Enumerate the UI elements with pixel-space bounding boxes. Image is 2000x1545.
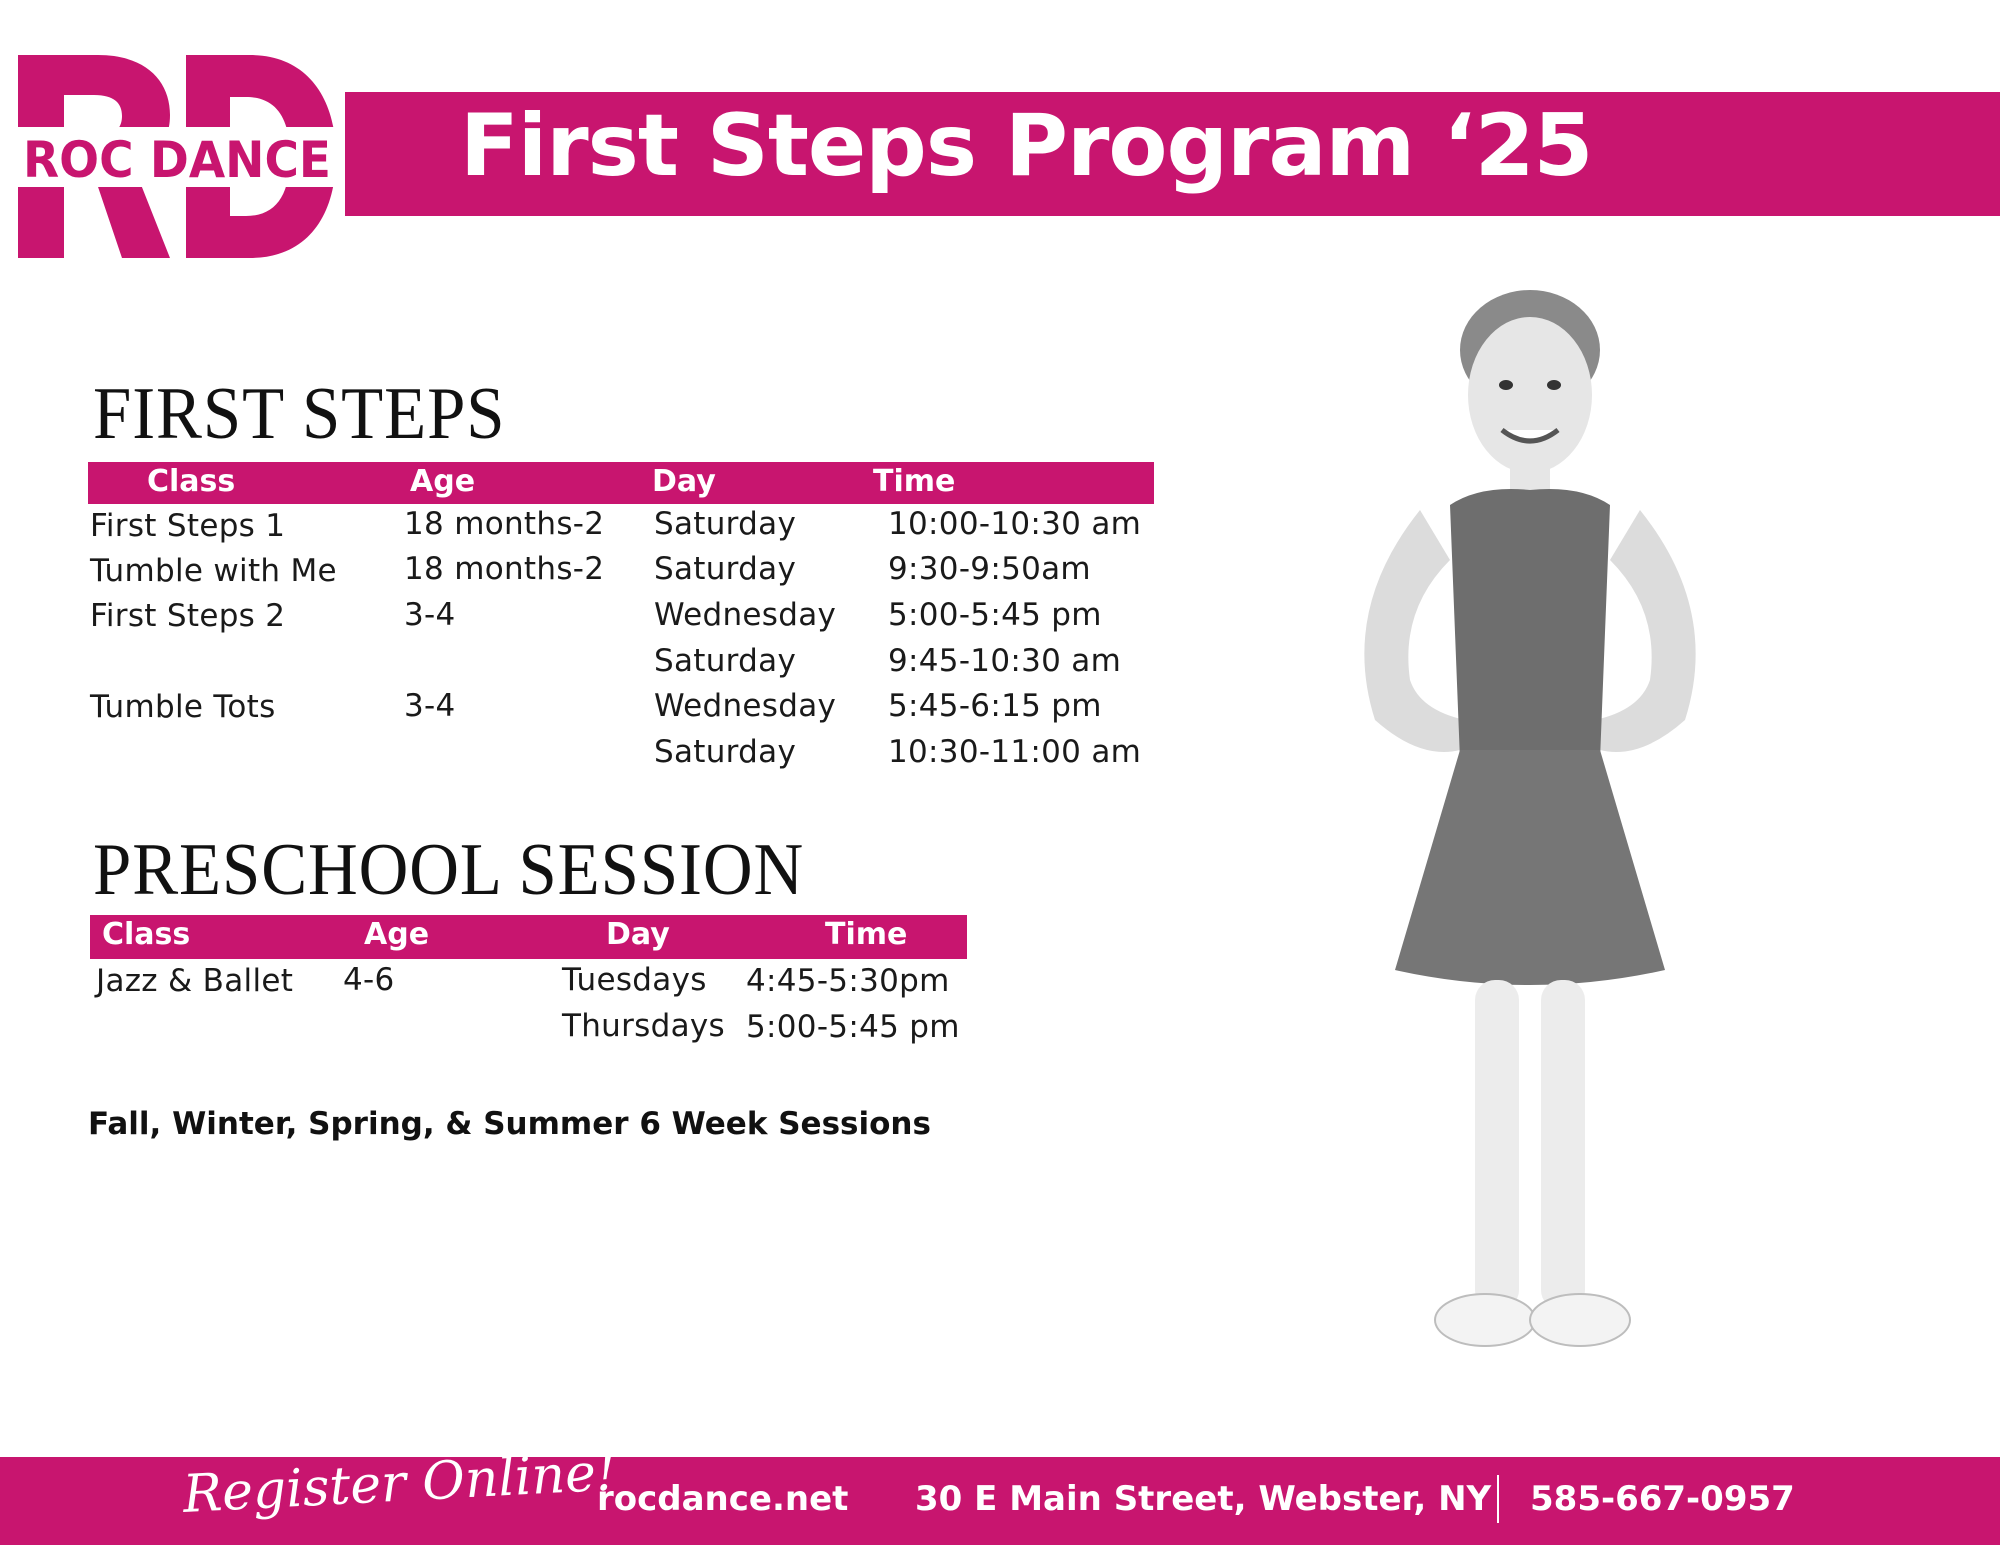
class-cell: Tumble Tots — [90, 689, 276, 725]
day-cell: Thursdays — [562, 1008, 725, 1044]
footer-divider — [1497, 1475, 1499, 1523]
preschool-heading: PRESCHOOL SESSION — [93, 829, 805, 911]
footer-bar — [0, 1442, 2000, 1545]
column-header-class: Class — [147, 464, 236, 499]
day-cell: Wednesday — [654, 597, 837, 633]
phone-number[interactable]: 585-667-0957 — [1530, 1479, 1795, 1519]
class-cell: First Steps 2 — [90, 598, 286, 634]
address-text: 30 E Main Street, Webster, NY — [915, 1479, 1492, 1519]
day-cell: Saturday — [654, 643, 797, 679]
column-header-age: Age — [410, 464, 476, 499]
time-cell: 5:00-5:45 pm — [746, 1009, 960, 1045]
register-online-text: Register Online! — [181, 1442, 619, 1525]
time-cell: 5:45-6:15 pm — [888, 688, 1102, 724]
age-cell: 18 months-2 — [404, 551, 605, 587]
class-cell: First Steps 1 — [90, 508, 286, 544]
time-cell: 9:45-10:30 am — [888, 643, 1122, 679]
column-header-class: Class — [102, 917, 191, 952]
age-cell: 4-6 — [343, 962, 395, 998]
day-cell: Saturday — [654, 734, 797, 770]
website-link[interactable]: rocdance.net — [597, 1479, 849, 1519]
column-header-time: Time — [825, 917, 908, 952]
day-cell: Wednesday — [654, 688, 837, 724]
time-cell: 9:30-9:50am — [888, 551, 1091, 587]
logo-icon — [18, 55, 336, 258]
roc-dance-logo — [18, 55, 336, 258]
day-cell: Saturday — [654, 506, 797, 542]
day-cell: Tuesdays — [562, 962, 707, 998]
column-header-age: Age — [364, 917, 430, 952]
time-cell: 5:00-5:45 pm — [888, 597, 1102, 633]
time-cell: 4:45-5:30pm — [746, 963, 950, 999]
day-cell: Saturday — [654, 551, 797, 587]
time-cell: 10:00-10:30 am — [888, 506, 1142, 542]
first-steps-table-header — [88, 462, 1154, 504]
preschool-table-header — [90, 915, 967, 959]
title-banner — [345, 92, 2000, 216]
column-header-day: Day — [606, 917, 670, 952]
class-cell: Jazz & Ballet — [96, 963, 294, 999]
time-cell: 10:30-11:00 am — [888, 734, 1142, 770]
class-cell: Tumble with Me — [90, 553, 337, 589]
age-cell: 3-4 — [404, 688, 456, 724]
dancer-photo-icon — [1280, 280, 1780, 1390]
age-cell: 18 months-2 — [404, 506, 605, 542]
logo-text: ROC DANCE — [23, 131, 331, 189]
column-header-day: Day — [652, 464, 716, 499]
page-title: First Steps Program ‘25 — [460, 96, 1593, 196]
first-steps-heading: FIRST STEPS — [93, 373, 506, 455]
sessions-note: Fall, Winter, Spring, & Summer 6 Week Sessions — [88, 1106, 931, 1142]
dancer-photo — [1280, 280, 1780, 1390]
column-header-time: Time — [873, 464, 956, 499]
age-cell: 3-4 — [404, 597, 456, 633]
